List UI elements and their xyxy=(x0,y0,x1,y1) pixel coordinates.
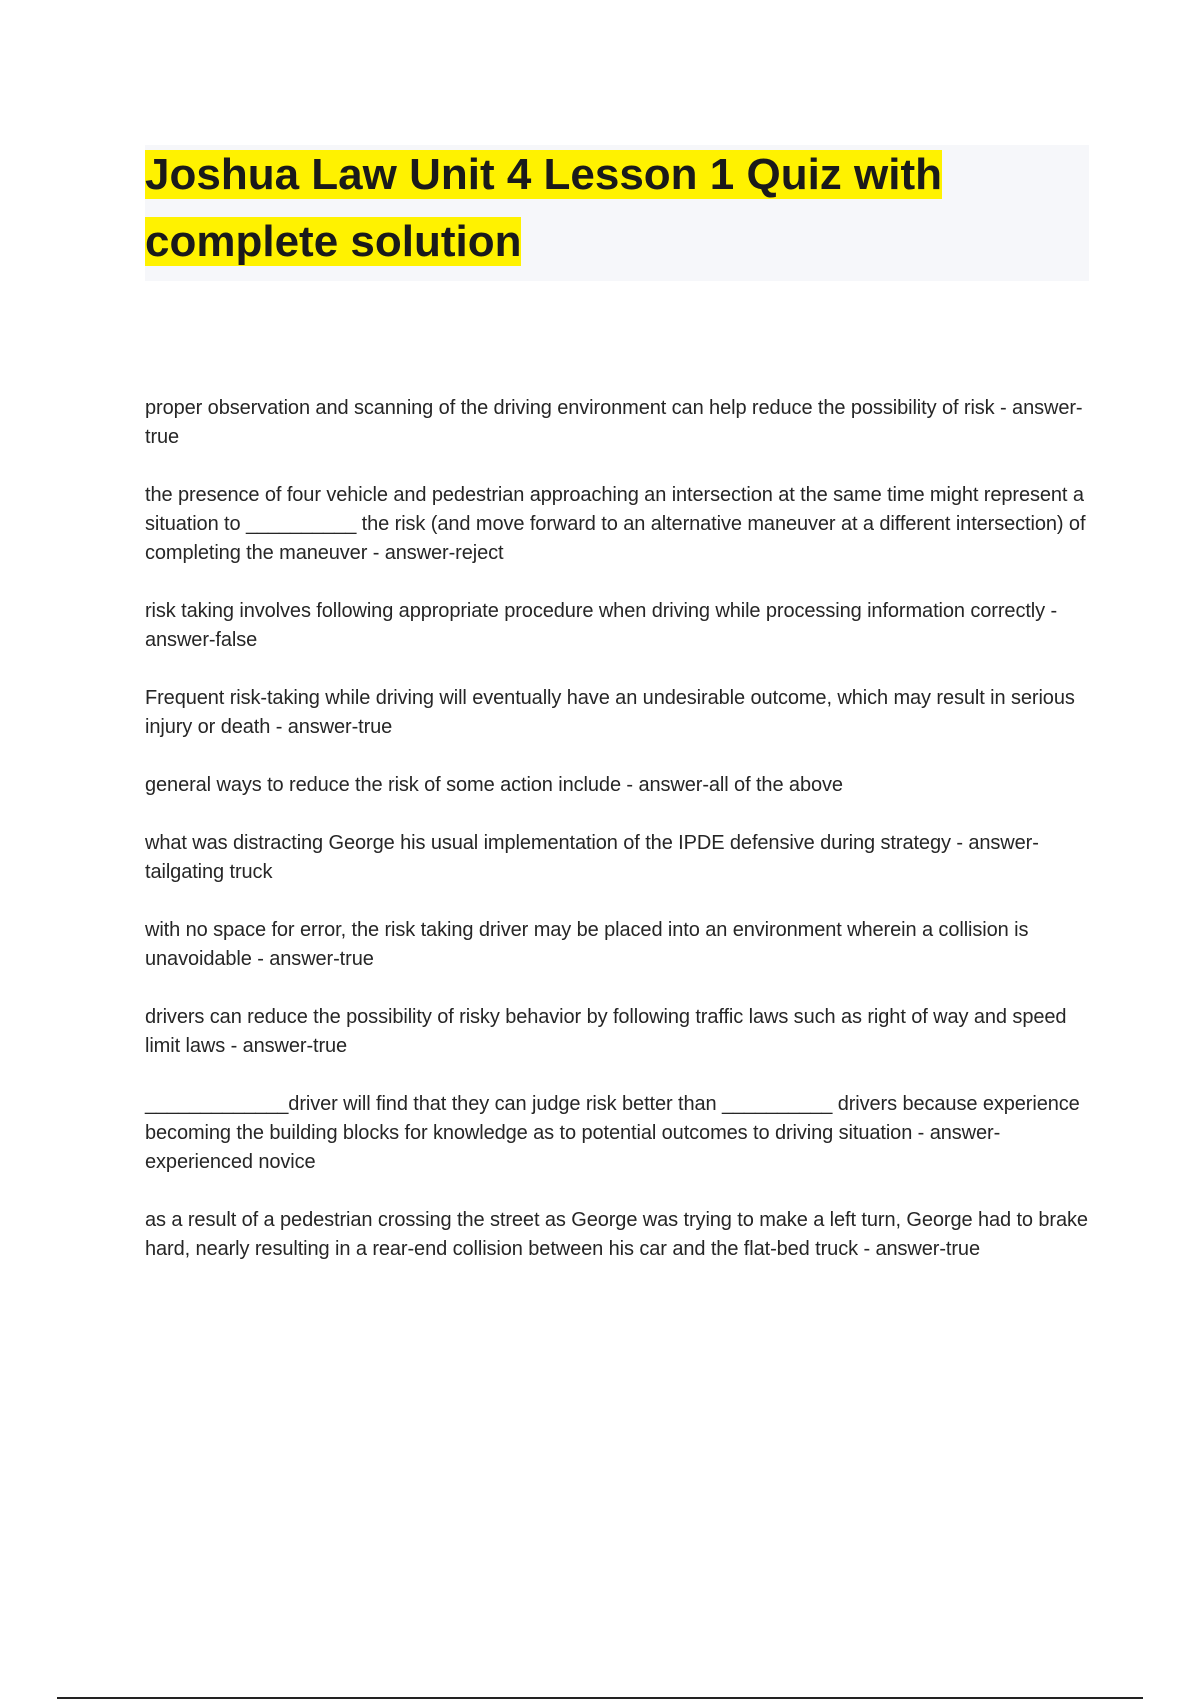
qa-item: _____________driver will find that they can judge risk better than __________ drivers because experience becoming the building blocks for knowledge as to potential outcomes to driving situation - answer-experienced novice xyxy=(145,1093,1080,1173)
qa-item: what was distracting George his usual implementation of the IPDE defensive during strategy - answer-tailgating truck xyxy=(145,832,1039,883)
qa-list xyxy=(145,394,1090,1293)
page-bottom-rule xyxy=(57,1697,1143,1699)
qa-item: the presence of four vehicle and pedestrian approaching an intersection at the same time might represent a situation to __________ the risk (and move forward to an alternative maneuver at a different intersection) of completing the maneuver - answer-reject xyxy=(145,484,1086,564)
qa-item: proper observation and scanning of the driving environment can help reduce the possibility of risk - answer-true xyxy=(145,397,1083,448)
qa-item: drivers can reduce the possibility of risky behavior by following traffic laws such as right of way and speed limit laws - answer-true xyxy=(145,1006,1067,1057)
document-title xyxy=(145,141,1089,275)
qa-item: with no space for error, the risk taking driver may be placed into an environment wherein a collision is unavoidable - answer-true xyxy=(145,919,1029,970)
qa-item: risk taking involves following appropriate procedure when driving while processing information correctly - answer-false xyxy=(145,600,1058,651)
qa-item: general ways to reduce the risk of some action include - answer-all of the above xyxy=(145,774,843,796)
qa-item: Frequent risk-taking while driving will eventually have an undesirable outcome, which may result in serious injury or death - answer-true xyxy=(145,687,1075,738)
qa-item: as a result of a pedestrian crossing the street as George was trying to make a left turn, George had to brake hard, nearly resulting in a rear-end collision between his car and the flat-bed truck - answer-true xyxy=(145,1209,1088,1260)
document-title-text: Joshua Law Unit 4 Lesson 1 Quiz with complete solution xyxy=(145,150,943,266)
